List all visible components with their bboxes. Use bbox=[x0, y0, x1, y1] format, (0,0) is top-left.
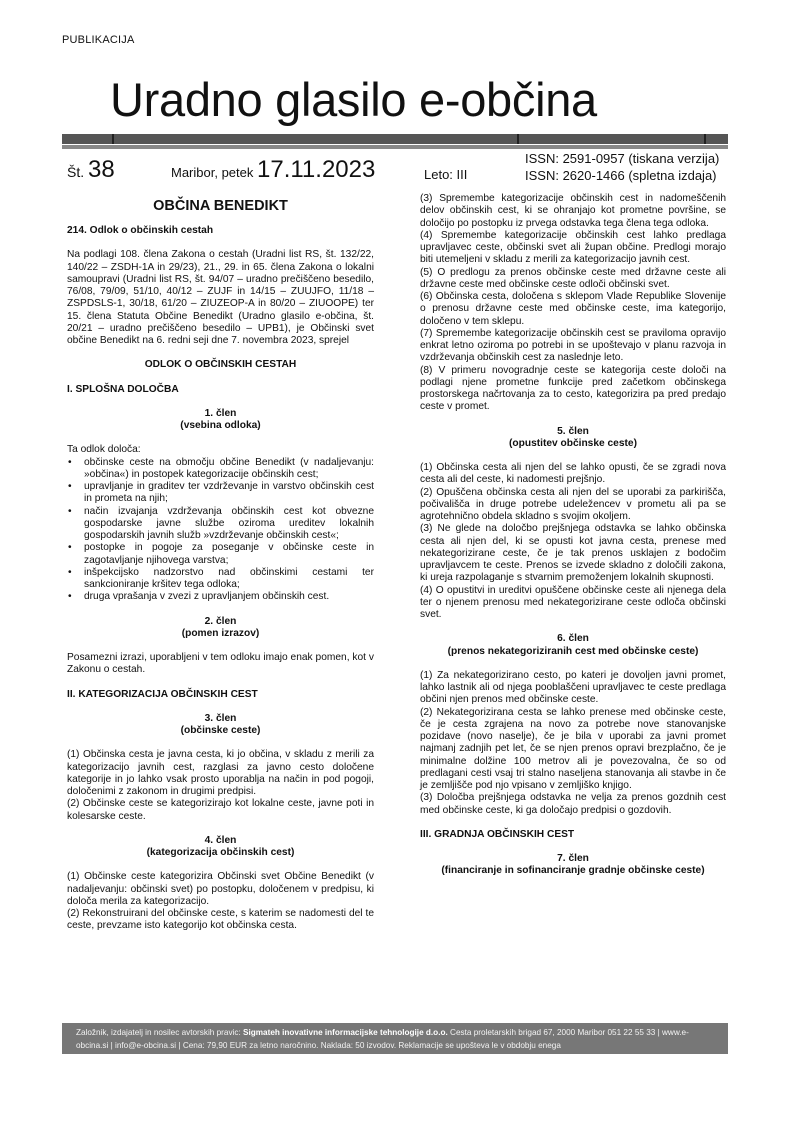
header-rule-lower bbox=[62, 145, 728, 149]
article-title: (vsebina odloka) bbox=[180, 420, 261, 431]
footer-rest: Cena: 79,90 EUR za letno naročnino. Naklada: 50 izvodov. Reklamacije se upošteva le v obdobju enega bbox=[182, 1041, 561, 1050]
article-text: (5) O predlogu za prenos občinske ceste med državne ceste ali državne ceste med občinske ceste odloči občinski svet. bbox=[420, 266, 726, 290]
rule-tick bbox=[112, 134, 114, 144]
publication-label: PUBLIKACIJA bbox=[62, 34, 135, 46]
municipality-heading: OBČINA BENEDIKT bbox=[153, 198, 288, 214]
footer-email-link[interactable]: info@e-obcina.si bbox=[115, 1041, 177, 1050]
rule-tick bbox=[704, 134, 706, 144]
article-text: (3) Določba prejšnjega odstavka ne velja za prenos gozdnih cest med občinske ceste, ki ga določajo predpisi o gozdovih. bbox=[420, 792, 726, 816]
issue-number: Št. 38 bbox=[67, 156, 115, 183]
article-title: (kategorizacija občinskih cest) bbox=[146, 847, 295, 858]
section-heading: III. GRADNJA OBČINSKIH CEST bbox=[420, 828, 575, 840]
issn-block bbox=[525, 150, 719, 184]
article-text: Posamezni izrazi, uporabljeni v tem odloku imajo enak pomen, kot v Zakonu o cestah. bbox=[67, 652, 374, 676]
article-number: 6. člen bbox=[557, 633, 589, 645]
footer-address: Cesta proletarskih brigad 67, 2000 Maribor 051 22 55 33 bbox=[450, 1028, 656, 1037]
article-list bbox=[67, 457, 374, 604]
article-text: (1) Za nekategorizirano cesto, po kateri je dovoljen javni promet, lahko lastnik ali od njega pooblaščeni upravljavec te ceste predlaga občini njen prenos med občinske ceste. bbox=[420, 669, 726, 706]
issue-year: Leto: III bbox=[424, 167, 468, 182]
section-heading: II. KATEGORIZACIJA OBČINSKIH CEST bbox=[67, 688, 258, 700]
list-item: • občinske ceste na območju občine Benedikt (v nadaljevanju: »občina«) in postopek kategorizacije občinskih cest; bbox=[84, 457, 374, 482]
article-number: 1. člen bbox=[204, 407, 237, 419]
right-column bbox=[420, 193, 726, 878]
footer-lead: Založnik, izdajatelj in nosilec avtorskih pravic: bbox=[76, 1028, 241, 1037]
footer-web-link[interactable]: www.e-obcina.si bbox=[76, 1028, 689, 1050]
article-text: (3) Ne glede na določbo prejšnjega odstavka se lahko občinska cesta ali njen del, ki se opusti kot javna cesta, prenese med nekategorizirane ceste, če je tak prenos usklajen z bodočim upravljavcem te ceste. Prenos se izvede skladno z določili zakona, ki ureja razpolaganje s stvarnim premoženjem lokalnih skupnosti. bbox=[420, 523, 726, 584]
article-number: 7. člen bbox=[557, 853, 589, 864]
section-heading: I. SPLOŠNA DOLOČBA bbox=[67, 383, 179, 395]
article-number: 4. člen bbox=[204, 834, 237, 846]
list-item: • način izvajanja vzdrževanja občinskih cest kot obvezne gospodarske javne službe oziroma ureditev lokalnih gospodarskih javnih služb »vzdrževanje občinskih cest«; bbox=[84, 506, 374, 543]
article-text: (4) O opustitvi in ureditvi opuščene občinske ceste ali njenega dela ter o njenem prenosu med nekategorizirane ceste odloča občinski svet. bbox=[420, 584, 726, 620]
list-item: • druga vprašanja v zvezi z upravljanjem občinskih cest. bbox=[84, 591, 374, 603]
publication-title: Uradno glasilo e-občina bbox=[110, 73, 597, 126]
article-text: (8) V primeru novogradnje ceste se kategorija ceste določi na podlagi njene prometne funkcije pred začetkom občinskega prostorskega načrtovanja za to cesto, kategorizira pa pred predajo ceste v promet. bbox=[420, 364, 726, 413]
list-item: • inšpekcijsko nadzorstvo nad občinskimi cestami ter sankcioniranje kršitev tega odloka; bbox=[84, 567, 374, 592]
left-column bbox=[67, 193, 374, 933]
article-number: 3. člen bbox=[204, 712, 237, 724]
footer-company: Sigmateh inovativne informacijske tehnologije d.o.o. bbox=[243, 1028, 448, 1037]
article-title: (občinske ceste) bbox=[180, 725, 261, 736]
article-text: (4) Spremembe kategorizacije občinskih cest lahko predlaga upravljavec ceste, občinski svet ali župan občine. Predlogi morajo biti utemeljeni v skladu z merili za kategorizacijo javnih cest. bbox=[420, 229, 726, 266]
header-rule bbox=[62, 134, 728, 144]
article-text: (2) Občinske ceste se kategorizirajo kot lokalne ceste, javne poti in kolesarske ceste. bbox=[67, 798, 374, 822]
article-text: (3) Spremembe kategorizacije občinskih cest in nadomeščenih delov občinskih cest, ki se ohranjajo kot prometne površine, se določijo po postopku iz prvega odstavka tega člena tega odloka. bbox=[420, 193, 726, 229]
issue-date: Maribor, petek 17.11.2023 bbox=[171, 156, 376, 183]
article-title: (pomen izrazov) bbox=[181, 627, 260, 639]
article-title: (opustitev občinske ceste) bbox=[509, 437, 637, 449]
article-text: (2) Rekonstruirani del občinske ceste, s katerim se nadomesti del te ceste, prevzame isto kategorijo kot občinska cesta. bbox=[67, 908, 374, 932]
article-text: (1) Občinske ceste kategorizira Občinski svet Občine Benedikt (v nadaljevanju: občinski svet) po postopku, določenem v predpisu, ki določa merila za kategorizacijo. bbox=[67, 871, 374, 907]
issn-online: ISSN: 2620-1466 (spletna izdaja) bbox=[525, 168, 717, 183]
article-text: (1) Občinska cesta ali njen del se lahko opusti, če se zgradi nova cesta ali del ceste, ki nadomesti prejšnjo. bbox=[420, 462, 726, 486]
article-number: 5. člen bbox=[557, 425, 589, 437]
article-text: (7) Spremembe kategorizacije občinskih cest se praviloma opravijo enkrat letno oziroma po potrebi in se upoštevajo v planu razvoja in vzdrževanja občinskih cest za naslednje leto. bbox=[420, 327, 726, 364]
rule-tick bbox=[517, 134, 519, 144]
article-text: (2) Opuščena občinska cesta ali njen del se uporabi za parkirišča, počivališča in druge potrebe udeležencev v prometu ali pa se agrotehnično obdela skladno s svojim okoljem. bbox=[420, 486, 726, 522]
article-text: (6) Občinska cesta, določena s sklepom Vlade Republike Slovenije o prenosu državne ceste med občinske ceste, ima kategorijo, določeno v tem sklepu. bbox=[420, 291, 726, 327]
article-text: Ta odlok določa: bbox=[67, 444, 141, 456]
act-title: ODLOK O OBČINSKIH CESTAH bbox=[144, 359, 297, 371]
article-text: (2) Nekategorizirana cesta se lahko prenese med občinske ceste, če je cesta zgrajena na novo za potrebe nove stanovanjske pozidave (novo naselje), če je bila v uporabi za javni promet najmanj zadnjih pet let, če se njen prenos opravi brezplačno, če je minimalne dolžine 100 metrov ali je povezovalna, če so od predlagani cesti vsaj tri stalno naseljena stanovanja ali stavbe in če je zemljišče pod njo vpisano v zemljiško knjigo. bbox=[420, 706, 726, 791]
preamble: Na podlagi 108. člena Zakona o cestah (Uradni list RS, št. 132/22, 140/22 – ZSDH-1A in 29/23), 21., 29. in 65. člena Zakona o lokalni samoupravi (Uradni list RS, št. 94/07 – uradno prečiščeno besedilo, 76/08, 79/09, 51/10, 40/12 – ZUJF in 14/15 – ZUUJFO, 11/18 – ZSPDSLS-1, 30/18, 61/20 – ZIUZEOP-A in 80/20 – ZIUOOPE) ter 15. člena Statuta Občine Benedikt (Uradno glasilo e-občina, št. 20/21 – uradno prečiščeno besedilo – UPB1), je Občinski svet občine Benedikt na 6. redni seji dne 7. novembra 2023, sprejel bbox=[67, 249, 374, 346]
list-item: • postopke in pogoje za poseganje v občinske ceste in zagotavljanje njihovega varstva; bbox=[84, 542, 374, 567]
article-text: (1) Občinska cesta je javna cesta, ki jo občina, v skladu z merili za kategorizacijo javnih cest, razglasi za javno cesto določene kategorije in jo lahko vsak prosto uporablja na način in pod pogoji, določenimi z zakonom in drugimi predpisi. bbox=[67, 749, 374, 797]
article-number: 2. člen bbox=[204, 615, 237, 627]
publisher-footer: Založnik, izdajatelj in nosilec avtorskih pravic: Sigmateh inovativne informacijske tehnologije d.o.o. Cesta proletarskih brigad 67, 2000 Maribor 051 22 55 33 | www.e-obcina.si | info@e-obcina.si | Cena: 79,90 EUR za letno naročnino. Naklada: 50 izvodov. Reklamacije se upošteva le v obdobju enega bbox=[62, 1023, 728, 1054]
list-item: • upravljanje in graditev ter vzdrževanje in varstvo občinskih cest in prometa na njih; bbox=[84, 481, 374, 506]
act-heading: 214. Odlok o občinskih cestah bbox=[67, 225, 214, 236]
article-title: (financiranje in sofinanciranje gradnje občinske ceste) bbox=[441, 865, 705, 877]
article-title: (prenos nekategoriziranih cest med občinske ceste) bbox=[447, 645, 699, 657]
issn-print: ISSN: 2591-0957 (tiskana verzija) bbox=[525, 151, 720, 166]
